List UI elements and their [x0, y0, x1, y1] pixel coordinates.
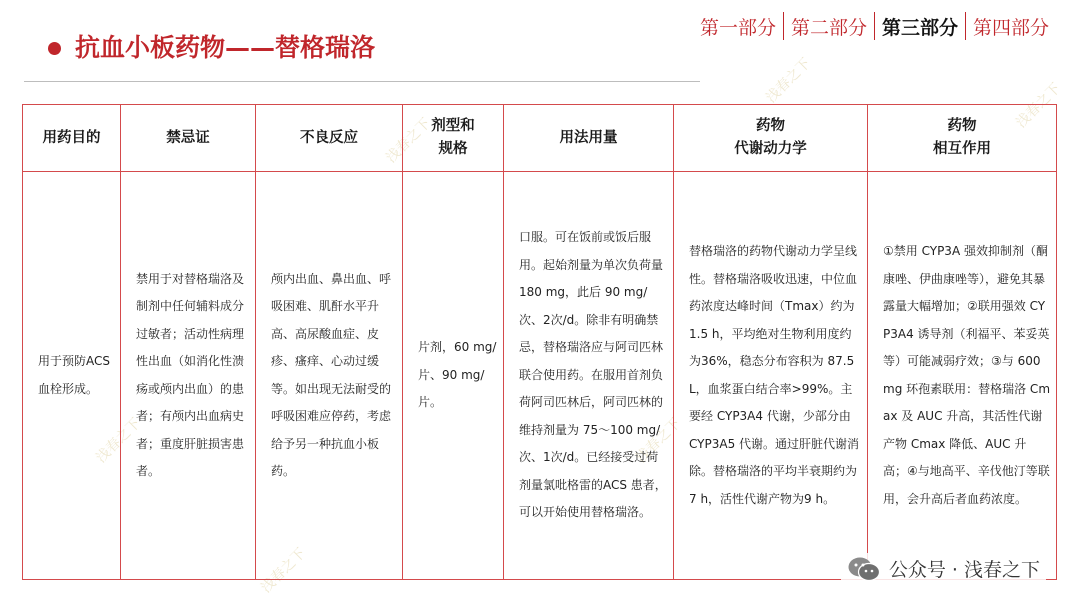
cell-contraindications: 禁用于对替格瑞洛及制剂中任何辅料成分过敏者；活动性病理性出血（如消化性溃疡或颅内出血）的患者；有颅内出血病史者；重度肝脏损害患者。: [121, 172, 256, 580]
watermark: 浅春之下: [633, 415, 685, 467]
header-pharmacokinetics: 药物 代谢动力学: [674, 105, 868, 172]
header-purpose: 用药目的: [23, 105, 121, 172]
watermark: 浅春之下: [763, 55, 815, 107]
header-interactions: 药物 相互作用: [868, 105, 1057, 172]
cell-interactions: ①禁用 CYP3A 强效抑制剂（酮康唑、伊曲康唑等），避免其暴露量大幅增加；②联用强效 CYP3A4 诱导剂（利福平、苯妥英等）可能减弱疗效；③与 600mg 环孢素联用：替格瑞洛 Cmax 及 AUC 升高，其活性代谢产物 Cmax 降低、AUC 升高；④与地高平、辛伐他汀等联用，会升高后者血药浓度。: [868, 172, 1057, 580]
header-dosage-form: 剂型和 规格: [403, 105, 504, 172]
cell-adverse-reactions: 颅内出血、鼻出血、呼吸困难、肌酐水平升高、高尿酸血症、皮疹、瘙痒、心动过缓等。如出现无法耐受的呼吸困难应停药，考虑给予另一种抗血小板药。: [256, 172, 403, 580]
table-row: [23, 172, 1057, 580]
page-title: 抗血小板药物——替格瑞洛: [75, 33, 376, 62]
header-contraindications: 禁忌证: [121, 105, 256, 172]
table-header-row: [23, 105, 1057, 172]
watermark: 浅春之下: [93, 415, 145, 467]
drug-info-table: [22, 104, 1057, 580]
wechat-account-name: 公众号 · 浅春之下: [888, 559, 1040, 581]
watermark: 浅春之下: [1013, 80, 1065, 132]
nav-part-2[interactable]: 第二部分: [790, 16, 867, 39]
nav-part-4[interactable]: 第四部分: [972, 16, 1049, 39]
title-divider: [24, 81, 700, 82]
watermark: 浅春之下: [258, 545, 310, 597]
header-adverse-reactions: 不良反应: [256, 105, 403, 172]
nav-part-3[interactable]: 第三部分: [881, 16, 958, 39]
cell-pharmacokinetics: 替格瑞洛的药物代谢动力学呈线性。替格瑞洛吸收迅速，中位血药浓度达峰时间（Tmax）约为 1.5 h，平均绝对生物利用度约为36%，稳态分布容积为 87.5 L，血浆蛋白结合率>99%。主要经 CYP3A4 代谢，少部分由 CYP3A5 代谢。通过肝脏代谢消除。替格瑞洛的平均半衰期约为7 h，活性代谢产物为9 h。: [674, 172, 868, 580]
wechat-account-footer: [841, 553, 1046, 584]
section-nav: [693, 12, 1056, 40]
cell-usage-dosage: 口服。可在饭前或饭后服用。起始剂量为单次负荷量 180 mg，此后 90 mg/次、2次/d。除非有明确禁忌，替格瑞洛应与阿司匹林联合使用药。在服用首剂负荷阿司匹林后，阿司匹林的维持剂量为 75～100 mg/次、1次/d。已经接受过荷剂量氯吡格雷的ACS 患者，可以开始使用替格瑞洛。: [504, 172, 674, 580]
title-bullet-icon: [48, 42, 61, 55]
header-usage-dosage: 用法用量: [504, 105, 674, 172]
wechat-icon: [847, 556, 881, 582]
watermark: 浅春之下: [383, 115, 435, 167]
cell-purpose: 用于预防ACS血栓形成。: [23, 172, 121, 580]
cell-dosage-form: 片剂，60 mg/片、90 mg/片。: [403, 172, 504, 580]
nav-part-1[interactable]: 第一部分: [699, 16, 776, 39]
